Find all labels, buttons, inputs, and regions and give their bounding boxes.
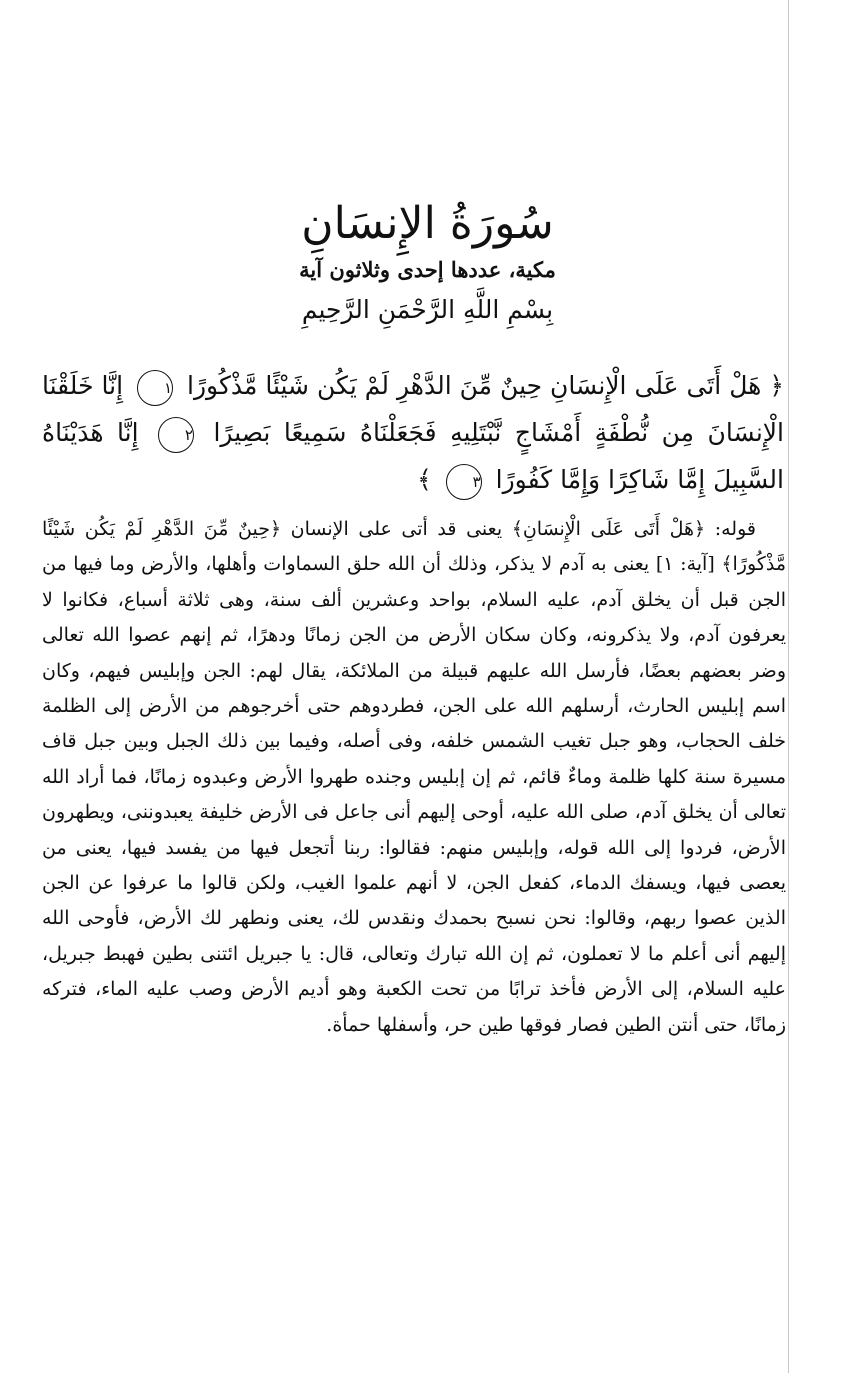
ayah-text: إِنَّا هَدَيْنَاهُ السَّبِيلَ إِمَّا شَاكِرًا وَإِمَّا كَفُورًا (42, 418, 784, 494)
surah-title: سُورَةُ الإِنسَانِ (301, 198, 554, 249)
tafsir-commentary (42, 512, 786, 1043)
surah-subtitle: مكية، عددها إحدى وثلاثون آية (299, 257, 556, 282)
ayah-text: هَلْ أَتَى عَلَى الْإِنسَانِ حِينٌ مِّنَ الدَّهْرِ لَمْ يَكُن شَيْئًا مَّذْكُورًا (187, 371, 762, 400)
ayah-number-marker: ٢ (158, 417, 194, 453)
surah-header (0, 196, 855, 330)
ayah-text: إِنَّا خَلَقْنَا الْإِنسَانَ مِن نُّطْفَةٍ أَمْشَاجٍ نَّبْتَلِيهِ فَجَعَلْنَاهُ سَمِيعًا بَصِيرًا (42, 371, 784, 447)
tafsir-paragraph: قوله: ﴿هَلْ أَتَى عَلَى الْإِنسَانِ﴾ يعنى قد أتى على الإنسان ﴿حِينٌ مِّنَ الدَّهْرِ لَمْ يَكُن شَيْئًا مَّذْكُورًا﴾ [آية: ١] يعنى به آدم لا يذكر، وذلك أن الله حلق السماوات وأهلها، والأرض وما فيها من الجن قبل أن يخلق آدم، عليه السلام، بواحد وعشرين ألف سنة، وهى ثلاثة أسباع، فكانوا لا يعرفون آدم، ولا يذكرونه، وكان سكان الأرض من الجن زمانًا ودهرًا، ثم إنهم عصوا الله تعالى وضر بعضهم بعضًا، فأرسل الله عليهم قبيلة من الملائكة، يقال لهم: الجن وإبليس فيهم، وكان اسم إبليس الحارث، أرسلهم الله على الجن، فطردوهم حتى أخرجوهم من الأرض إلى الظلمة خلف الحجاب، وهو جبل تغيب الشمس خلفه، وفى أصله، وفيما بين ذلك الجبل وبين جبل قاف مسيرة سنة كلها ظلمة وماءٌ قائم، ثم إن إبليس وجنده طهروا الأرض وعبدوه زمانًا، فما أراد الله تعالى أن يخلق آدم، صلى الله عليه، أوحى إليهم أنى جاعل فى الأرض خليفة يعبدوننى، ويطهرون الأرض، فردوا إلى الله قوله، وإبليس منهم: فقالوا: ربنا أتجعل فيها من يفسد فيها، يعنى من يعصى فيها، ويسفك الدماء، كفعل الجن، لا أنهم علموا الغيب، ولكن قالوا ما عرفوا عن الجن الذين عصوا ربهم، وقالوا: نحن نسبح بحمدك ونقدس لك، يعنى ونطهر لك الأرض، فأوحى الله إليهم أنى أعلم ما لا تعملون، ثم إن الله تبارك وتعالى، قال: يا جبريل ائتنى بطين فهبط جبريل، عليه السلام، إلى الأرض فأخذ ترابًا من تحت الكعبة وهو أديم الأرض وصب عليه الماء، فتركه زمانًا، حتى أنتن الطين فصار فوقها طين حر، وأسفلها حمأة. (42, 518, 786, 1036)
basmala: بِسْمِ اللَّهِ الرَّحْمَنِ الرَّحِيمِ (301, 295, 554, 324)
quran-verses (42, 362, 784, 503)
close-bracket: ﴾ (417, 465, 432, 494)
open-bracket: ﴿ (769, 371, 784, 400)
ayah-number-marker: ١ (137, 370, 173, 406)
ayah-number-marker: ٣ (446, 464, 482, 500)
